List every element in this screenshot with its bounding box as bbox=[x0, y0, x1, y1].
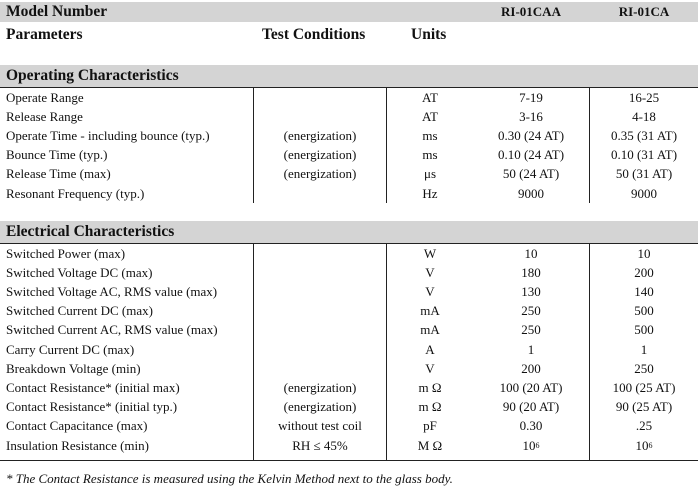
table-row bbox=[0, 244, 698, 263]
value-cell: 50 (24 AT) bbox=[502, 166, 560, 182]
value-cell: 500 bbox=[634, 322, 654, 338]
table-row bbox=[0, 378, 698, 397]
test-condition-cell bbox=[255, 263, 385, 282]
parameter-cell: Resonant Frequency (typ.) bbox=[6, 185, 145, 201]
value-cell: 250 bbox=[521, 322, 541, 338]
value-cell: 9000 bbox=[631, 185, 657, 201]
test-condition-cell bbox=[255, 107, 385, 126]
parameter-cell: Breakdown Voltage (min) bbox=[6, 360, 141, 376]
parameter-cell: Switched Current AC, RMS value (max) bbox=[6, 322, 218, 338]
value-cell: 180 bbox=[521, 264, 541, 280]
column-divider bbox=[253, 87, 254, 203]
value-cell: 0.30 (24 AT) bbox=[497, 127, 565, 143]
parameter-cell: Contact Resistance* (initial typ.) bbox=[6, 399, 178, 415]
test-condition-cell: (energization) bbox=[283, 166, 357, 182]
electrical-section-header bbox=[0, 221, 698, 243]
value-cell: 100 (25 AT) bbox=[612, 379, 676, 395]
unit-cell: Hz bbox=[422, 185, 438, 201]
table-row bbox=[0, 88, 698, 107]
footnote: * The Contact Resistance is measured using the Kelvin Method next to the glass body. bbox=[6, 471, 453, 486]
table-row bbox=[0, 340, 698, 359]
table-row bbox=[0, 359, 698, 378]
value-cell: 3-16 bbox=[519, 108, 543, 124]
unit-cell: W bbox=[423, 245, 437, 261]
table-row bbox=[0, 184, 698, 203]
unit-cell: M Ω bbox=[417, 437, 443, 453]
unit-cell: m Ω bbox=[418, 379, 442, 395]
parameter-cell: Switched Current DC (max) bbox=[6, 303, 153, 319]
test-condition-cell bbox=[255, 184, 385, 203]
unit-cell: AT bbox=[422, 108, 438, 124]
unit-cell: A bbox=[425, 341, 435, 357]
parameter-cell: Switched Power (max) bbox=[6, 245, 126, 261]
value-cell: 0.35 (31 AT) bbox=[610, 127, 678, 143]
unit-cell: m Ω bbox=[418, 399, 442, 415]
parameter-cell: Bounce Time (typ.) bbox=[6, 147, 108, 163]
value-cell: 90 (25 AT) bbox=[615, 399, 673, 415]
parameter-cell: Carry Current DC (max) bbox=[6, 341, 135, 357]
value-cell: 50 (31 AT) bbox=[615, 166, 673, 182]
parameter-cell: Release Range bbox=[6, 108, 83, 124]
value-cell: 0.10 (31 AT) bbox=[610, 147, 678, 163]
parameter-cell: Contact Capacitance (max) bbox=[6, 418, 148, 434]
unit-cell: mA bbox=[420, 303, 440, 319]
value-cell: 250 bbox=[634, 360, 654, 376]
value-cell: 10 6 bbox=[635, 437, 653, 453]
value-cell: 1 bbox=[640, 341, 648, 357]
value-cell: 200 bbox=[634, 264, 654, 280]
parameter-cell: Switched Voltage DC (max) bbox=[6, 264, 153, 280]
value-cell: 10 bbox=[637, 245, 651, 261]
table-row bbox=[0, 417, 698, 436]
table-row bbox=[0, 282, 698, 301]
test-condition-cell bbox=[255, 282, 385, 301]
model-number-label: Model Number bbox=[6, 3, 108, 20]
units-label: Units bbox=[411, 26, 447, 43]
divider bbox=[0, 460, 698, 461]
unit-cell: V bbox=[425, 283, 435, 299]
column-divider bbox=[253, 243, 254, 460]
table-row bbox=[0, 398, 698, 417]
parameters-label: Parameters bbox=[6, 26, 83, 43]
test-condition-cell bbox=[255, 359, 385, 378]
test-conditions-label: Test Conditions bbox=[262, 26, 366, 43]
test-condition-cell: RH ≤ 45% bbox=[292, 437, 348, 453]
value-cell: 7-19 bbox=[519, 89, 543, 105]
unit-cell: ms bbox=[422, 127, 438, 143]
parameter-cell: Insulation Resistance (min) bbox=[6, 437, 149, 453]
test-condition-cell: (energization) bbox=[283, 379, 357, 395]
value-cell: 16-25 bbox=[628, 89, 660, 105]
column-divider bbox=[386, 243, 387, 460]
unit-cell: V bbox=[425, 264, 435, 280]
unit-cell: μs bbox=[423, 166, 437, 182]
test-condition-cell: (energization) bbox=[283, 147, 357, 163]
test-condition-cell bbox=[255, 340, 385, 359]
model-number-header bbox=[0, 2, 698, 22]
unit-cell: ms bbox=[422, 147, 438, 163]
operating-title: Operating Characteristics bbox=[6, 67, 179, 84]
value-cell: 130 bbox=[521, 283, 541, 299]
table-row bbox=[0, 263, 698, 282]
table-row bbox=[0, 302, 698, 321]
parameter-cell: Release Time (max) bbox=[6, 166, 111, 182]
value-cell: 0.10 (24 AT) bbox=[497, 147, 565, 163]
value-cell: 1 bbox=[527, 341, 535, 357]
value-cell: 200 bbox=[521, 360, 541, 376]
value-cell: 10 bbox=[524, 245, 538, 261]
table-row bbox=[0, 436, 698, 455]
test-condition-cell bbox=[255, 321, 385, 340]
unit-cell: mA bbox=[420, 322, 440, 338]
column-header-row bbox=[0, 24, 698, 46]
table-row bbox=[0, 146, 698, 165]
value-cell: 140 bbox=[634, 283, 654, 299]
parameter-cell: Contact Resistance* (initial max) bbox=[6, 379, 180, 395]
value-cell: 90 (20 AT) bbox=[502, 399, 560, 415]
unit-cell: AT bbox=[422, 89, 438, 105]
column-divider bbox=[386, 87, 387, 203]
unit-cell: pF bbox=[423, 418, 437, 434]
test-condition-cell bbox=[255, 244, 385, 263]
column-divider bbox=[589, 87, 590, 203]
value-cell: 100 (20 AT) bbox=[499, 379, 563, 395]
value-cell: 4-18 bbox=[632, 108, 656, 124]
operating-section-header bbox=[0, 65, 698, 87]
model-1-label: RI-01CAA bbox=[501, 4, 561, 19]
value-cell: 500 bbox=[634, 303, 654, 319]
column-divider bbox=[589, 243, 590, 460]
value-cell: 0.30 bbox=[519, 418, 543, 434]
parameter-cell: Switched Voltage AC, RMS value (max) bbox=[6, 283, 218, 299]
parameter-cell: Operate Time - including bounce (typ.) bbox=[6, 127, 210, 143]
value-cell: .25 bbox=[635, 418, 653, 434]
test-condition-cell: (energization) bbox=[283, 127, 357, 143]
model-2-label: RI-01CA bbox=[618, 4, 670, 19]
value-cell: 10 6 bbox=[522, 437, 540, 453]
test-condition-cell: (energization) bbox=[283, 399, 357, 415]
value-cell: 250 bbox=[521, 303, 541, 319]
unit-cell: V bbox=[425, 360, 435, 376]
test-condition-cell: without test coil bbox=[278, 418, 362, 434]
electrical-title: Electrical Characteristics bbox=[6, 223, 175, 240]
value-cell: 9000 bbox=[518, 185, 544, 201]
test-condition-cell bbox=[255, 302, 385, 321]
test-condition-cell bbox=[255, 88, 385, 107]
parameter-cell: Operate Range bbox=[6, 89, 84, 105]
table-row bbox=[0, 165, 698, 184]
table-row bbox=[0, 126, 698, 145]
table-row bbox=[0, 321, 698, 340]
table-row bbox=[0, 107, 698, 126]
